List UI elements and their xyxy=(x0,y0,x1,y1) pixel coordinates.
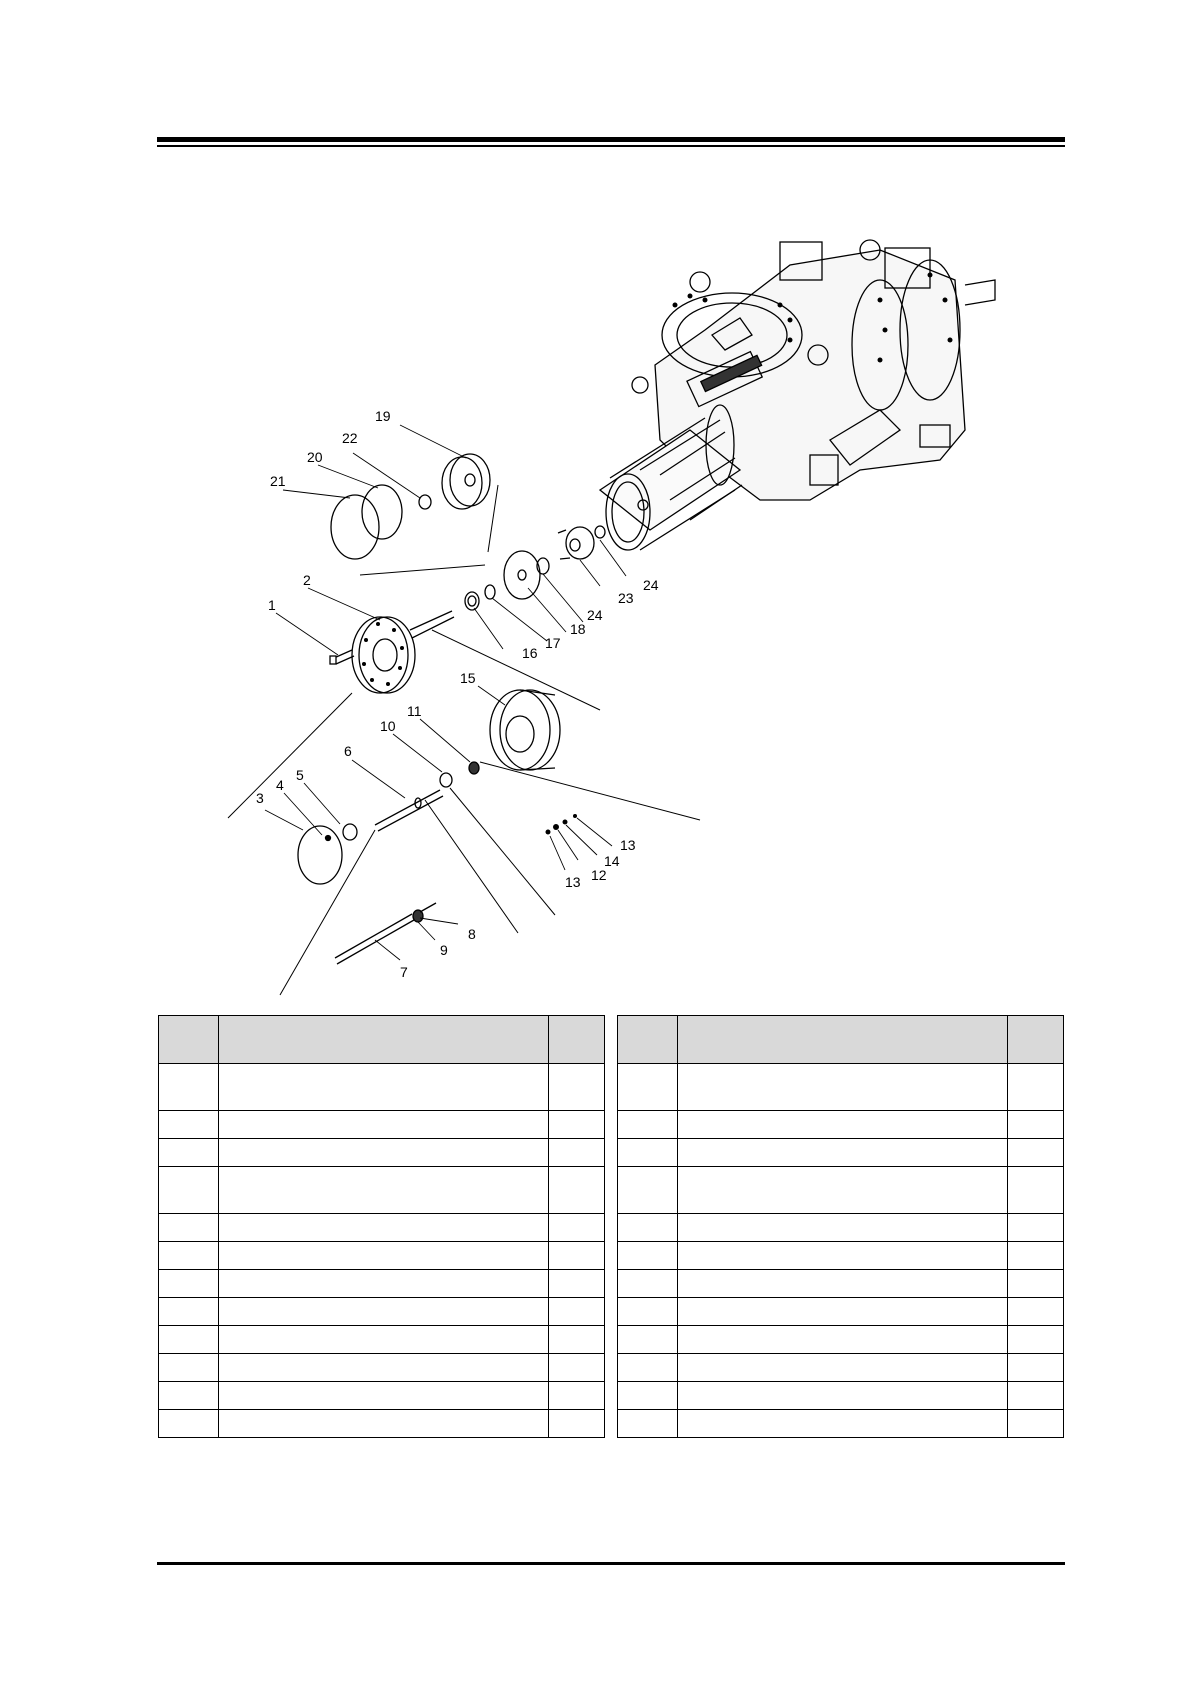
cell-qty xyxy=(1008,1354,1064,1382)
table-row xyxy=(618,1270,1064,1298)
cell-description xyxy=(219,1139,549,1167)
part-2-flange xyxy=(352,611,454,693)
cell-no xyxy=(618,1214,678,1242)
cell-no xyxy=(618,1167,678,1214)
cell-no xyxy=(159,1111,219,1139)
callout-21: 21 xyxy=(270,473,286,489)
table-row xyxy=(159,1298,605,1326)
table-row xyxy=(159,1270,605,1298)
cell-qty xyxy=(1008,1326,1064,1354)
table-row xyxy=(159,1167,605,1214)
col-header-qty xyxy=(549,1016,605,1064)
table-row xyxy=(618,1167,1064,1214)
cell-no xyxy=(159,1214,219,1242)
part-18 xyxy=(504,551,549,599)
callout-11: 11 xyxy=(407,703,422,719)
cell-qty xyxy=(549,1270,605,1298)
cell-qty xyxy=(549,1242,605,1270)
cell-qty xyxy=(549,1111,605,1139)
cell-description xyxy=(219,1410,549,1438)
part-16-17 xyxy=(465,585,495,610)
table-row xyxy=(159,1382,605,1410)
cell-qty xyxy=(1008,1214,1064,1242)
cell-qty xyxy=(549,1214,605,1242)
col-header-qty xyxy=(1008,1016,1064,1064)
callout-14: 14 xyxy=(604,853,620,869)
cell-no xyxy=(618,1326,678,1354)
part-21 xyxy=(331,495,379,559)
cell-qty xyxy=(549,1382,605,1410)
cell-qty xyxy=(1008,1111,1064,1139)
table-row xyxy=(618,1382,1064,1410)
cell-no xyxy=(159,1382,219,1410)
parts-table-left xyxy=(158,1015,605,1438)
callout-13a: 13 xyxy=(565,874,581,890)
part-3 xyxy=(298,826,342,884)
axis-lines xyxy=(228,485,700,995)
table-row xyxy=(159,1326,605,1354)
part-20 xyxy=(362,485,402,539)
cell-no xyxy=(159,1139,219,1167)
table-row xyxy=(159,1064,605,1111)
cell-description xyxy=(678,1298,1008,1326)
table-row xyxy=(159,1214,605,1242)
cell-description xyxy=(678,1382,1008,1410)
cell-description xyxy=(678,1111,1008,1139)
cell-no xyxy=(618,1064,678,1111)
cell-qty xyxy=(1008,1064,1064,1111)
col-header-no xyxy=(618,1016,678,1064)
cell-no xyxy=(618,1298,678,1326)
cell-qty xyxy=(549,1326,605,1354)
cell-description xyxy=(678,1354,1008,1382)
cell-no xyxy=(159,1354,219,1382)
callout-23: 23 xyxy=(618,590,634,606)
cell-no xyxy=(618,1242,678,1270)
cell-no xyxy=(618,1382,678,1410)
cell-description xyxy=(678,1410,1008,1438)
part-7-8-9 xyxy=(335,903,436,964)
cell-description xyxy=(219,1382,549,1410)
callout-7: 7 xyxy=(400,964,408,980)
cell-qty xyxy=(1008,1167,1064,1214)
part-23-24 xyxy=(558,526,605,559)
callout-6: 6 xyxy=(344,743,352,759)
table-row xyxy=(159,1139,605,1167)
callout-24a: 24 xyxy=(587,607,603,623)
cell-description xyxy=(678,1139,1008,1167)
callout-24b: 24 xyxy=(643,577,659,593)
cell-description xyxy=(219,1354,549,1382)
cell-no xyxy=(618,1354,678,1382)
cell-description xyxy=(219,1298,549,1326)
part-10 xyxy=(440,773,452,787)
callout-9: 9 xyxy=(440,942,448,958)
callout-13b: 13 xyxy=(620,837,636,853)
cell-no xyxy=(159,1064,219,1111)
callout-12: 12 xyxy=(591,867,607,883)
cell-description xyxy=(678,1064,1008,1111)
table-row xyxy=(618,1064,1064,1111)
cell-description xyxy=(678,1214,1008,1242)
footer-rule xyxy=(157,1562,1065,1565)
cell-description xyxy=(219,1111,549,1139)
table-row xyxy=(618,1410,1064,1438)
part-4 xyxy=(326,836,331,841)
cell-no xyxy=(618,1139,678,1167)
part-5 xyxy=(343,824,357,840)
table-row xyxy=(618,1111,1064,1139)
part-19 xyxy=(442,454,490,509)
table-row xyxy=(159,1410,605,1438)
cell-qty xyxy=(1008,1242,1064,1270)
callout-10: 10 xyxy=(380,718,396,734)
cell-description xyxy=(219,1326,549,1354)
cell-no xyxy=(618,1410,678,1438)
callout-16: 16 xyxy=(522,645,538,661)
callout-18: 18 xyxy=(570,621,586,637)
cell-qty xyxy=(549,1064,605,1111)
cell-description xyxy=(219,1214,549,1242)
callout-19: 19 xyxy=(375,408,391,424)
callout-20: 20 xyxy=(307,449,323,465)
cell-qty xyxy=(549,1167,605,1214)
table-row xyxy=(618,1298,1064,1326)
table-row xyxy=(618,1214,1064,1242)
cell-no xyxy=(159,1167,219,1214)
col-header-no xyxy=(159,1016,219,1064)
cell-description xyxy=(678,1270,1008,1298)
callout-5: 5 xyxy=(296,767,304,783)
col-header-description xyxy=(219,1016,549,1064)
cell-no xyxy=(618,1111,678,1139)
callout-1: 1 xyxy=(268,597,276,613)
cell-qty xyxy=(1008,1410,1064,1438)
table-row xyxy=(618,1242,1064,1270)
table-row xyxy=(159,1111,605,1139)
col-header-description xyxy=(678,1016,1008,1064)
cell-qty xyxy=(549,1354,605,1382)
cell-qty xyxy=(1008,1382,1064,1410)
cell-no xyxy=(159,1410,219,1438)
callout-2: 2 xyxy=(303,572,311,588)
cell-no xyxy=(159,1270,219,1298)
cell-qty xyxy=(1008,1298,1064,1326)
cell-description xyxy=(678,1167,1008,1214)
table-row xyxy=(618,1139,1064,1167)
callout-8: 8 xyxy=(468,926,476,942)
callout-3: 3 xyxy=(256,790,264,806)
part-11 xyxy=(469,762,479,774)
cell-description xyxy=(219,1270,549,1298)
cell-description xyxy=(678,1326,1008,1354)
table-row xyxy=(618,1354,1064,1382)
cell-description xyxy=(219,1242,549,1270)
callout-4: 4 xyxy=(276,777,284,793)
cell-qty xyxy=(549,1139,605,1167)
cell-qty xyxy=(549,1298,605,1326)
table-row xyxy=(618,1326,1064,1354)
parts-table-right xyxy=(617,1015,1064,1438)
cell-qty xyxy=(549,1410,605,1438)
table-row xyxy=(159,1242,605,1270)
cell-no xyxy=(159,1242,219,1270)
table-row xyxy=(159,1354,605,1382)
callout-17: 17 xyxy=(545,635,561,651)
callout-22: 22 xyxy=(342,430,358,446)
callout-15: 15 xyxy=(460,670,476,686)
cell-no xyxy=(618,1270,678,1298)
cell-description xyxy=(678,1242,1008,1270)
cell-qty xyxy=(1008,1139,1064,1167)
cell-no xyxy=(159,1326,219,1354)
cell-qty xyxy=(1008,1270,1064,1298)
cell-no xyxy=(159,1298,219,1326)
cell-description xyxy=(219,1064,549,1111)
cell-description xyxy=(219,1167,549,1214)
part-22 xyxy=(419,495,431,509)
